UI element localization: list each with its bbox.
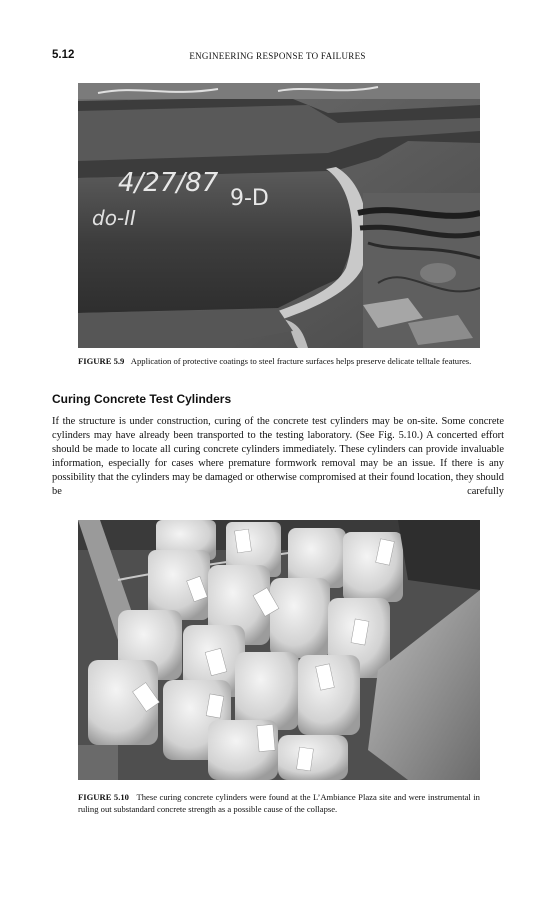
figure-5-10-photo [78, 520, 480, 780]
figure-5-9-caption-text: Application of protective coatings to steel fracture surfaces helps preserve delicate telltale features. [130, 356, 472, 366]
body-paragraph: If the structure is under construction, curing of the concrete test cylinders may be on-site. Some concrete cylinders may have already been transported to the testing laboratory. (See Fig. 5.10.) A concerted effort should be made to locate all curing concrete cylinders immediately. These cylinders can provide invaluable information, especially for cases where premature formwork removal may be an issue. If there is any possibility that the cylinders may be damaged or otherwise compromised at their found location, they should be carefully [52, 416, 504, 498]
figure-5-10-caption-text: These curing concrete cylinders were found at the L’Ambiance Plaza site and were instrumental in ruling out substandard concrete strength as a possible cause of the collapse. [78, 792, 480, 814]
figure-5-9-photo [78, 83, 480, 348]
figure-5-10-caption-label: FIGURE 5.10 [78, 792, 129, 802]
photo-annotation-mark: do-II [92, 206, 136, 230]
page-number: 5.12 [52, 49, 75, 61]
photo-annotation-id: 9-D [230, 186, 269, 211]
section-heading: Curing Concrete Test Cylinders [52, 392, 232, 406]
figure-5-10-caption [78, 791, 480, 815]
figure-5-9-caption-label: FIGURE 5.9 [78, 356, 125, 366]
running-head: ENGINEERING RESPONSE TO FAILURES [189, 51, 366, 61]
figure-5-9-caption [78, 355, 480, 367]
photo-annotation-date: 4/27/87 [118, 168, 219, 198]
